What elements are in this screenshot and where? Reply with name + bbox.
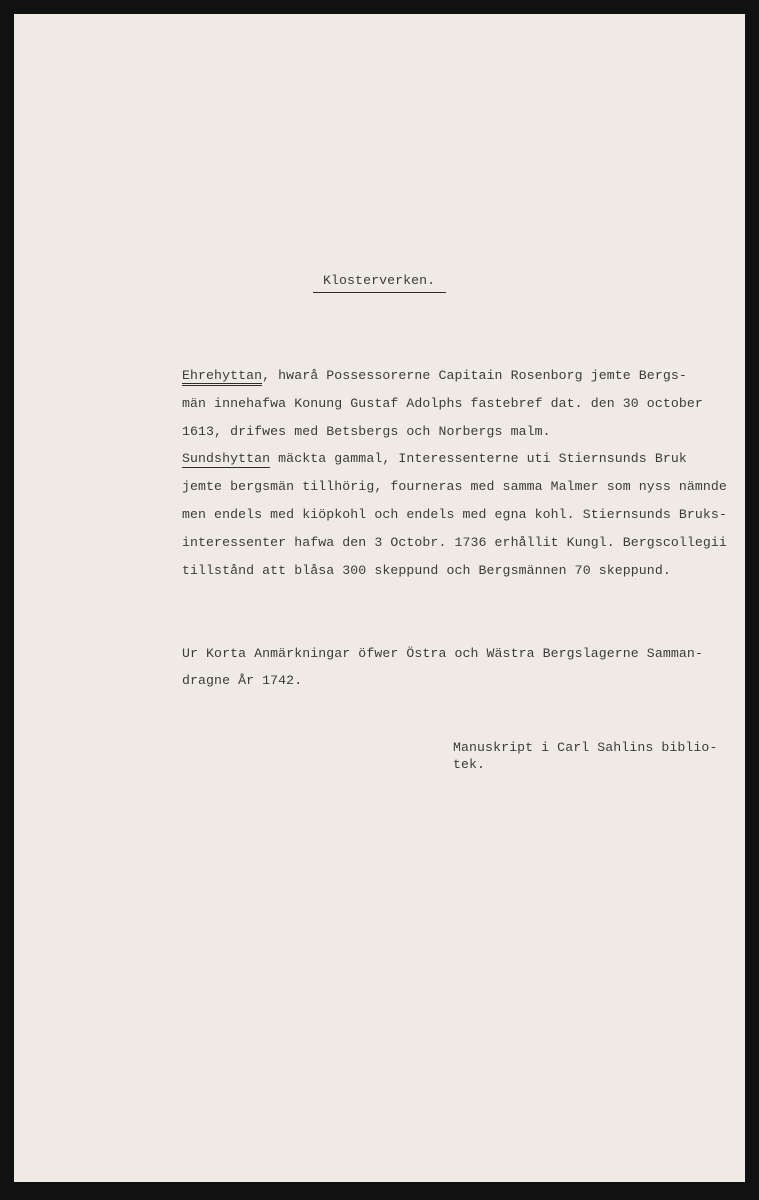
paragraph-1-line-1	[182, 368, 687, 383]
place-name-ehrehyttan: Ehrehyttan	[182, 368, 262, 386]
paragraph-1-line-2: män innehafwa Konung Gustaf Adolphs fastebref dat. den 30 october	[182, 396, 703, 411]
paragraph-2-line-3: men endels med kiöpkohl och endels med egna kohl. Stiernsunds Bruks-	[182, 507, 727, 522]
paragraph-1-line-1-text: , hwarå Possessorerne Capitain Rosenborg jemte Bergs-	[262, 368, 687, 383]
manuscript-note-line-2: tek.	[453, 757, 486, 772]
document-title: Klosterverken.	[323, 273, 436, 288]
place-name-sundshyttan: Sundshyttan	[182, 451, 271, 466]
title-underline	[313, 292, 446, 293]
paragraph-2-line-4: interessenter hafwa den 3 Octobr. 1736 erhållit Kungl. Bergscollegii	[182, 535, 727, 550]
source-line-2: dragne År 1742.	[182, 673, 303, 688]
paragraph-2-line-1	[182, 451, 687, 466]
source-line-1: Ur Korta Anmärkningar öfwer Östra och Wästra Bergslagerne Samman-	[182, 646, 703, 661]
paragraph-2-line-2: jemte bergsmän tillhörig, fourneras med samma Malmer som nyss nämnde	[182, 479, 727, 494]
document-page	[14, 14, 745, 1182]
paragraph-2-line-1-text: mäckta gammal, Interessenterne uti Stiernsunds Bruk	[270, 451, 687, 466]
paragraph-2-line-5: tillstånd att blåsa 300 skeppund och Bergsmännen 70 skeppund.	[182, 563, 671, 578]
paragraph-1-line-3: 1613, drifwes med Betsbergs och Norbergs malm.	[182, 424, 551, 439]
manuscript-note-line-1: Manuskript i Carl Sahlins biblio-	[453, 740, 718, 755]
